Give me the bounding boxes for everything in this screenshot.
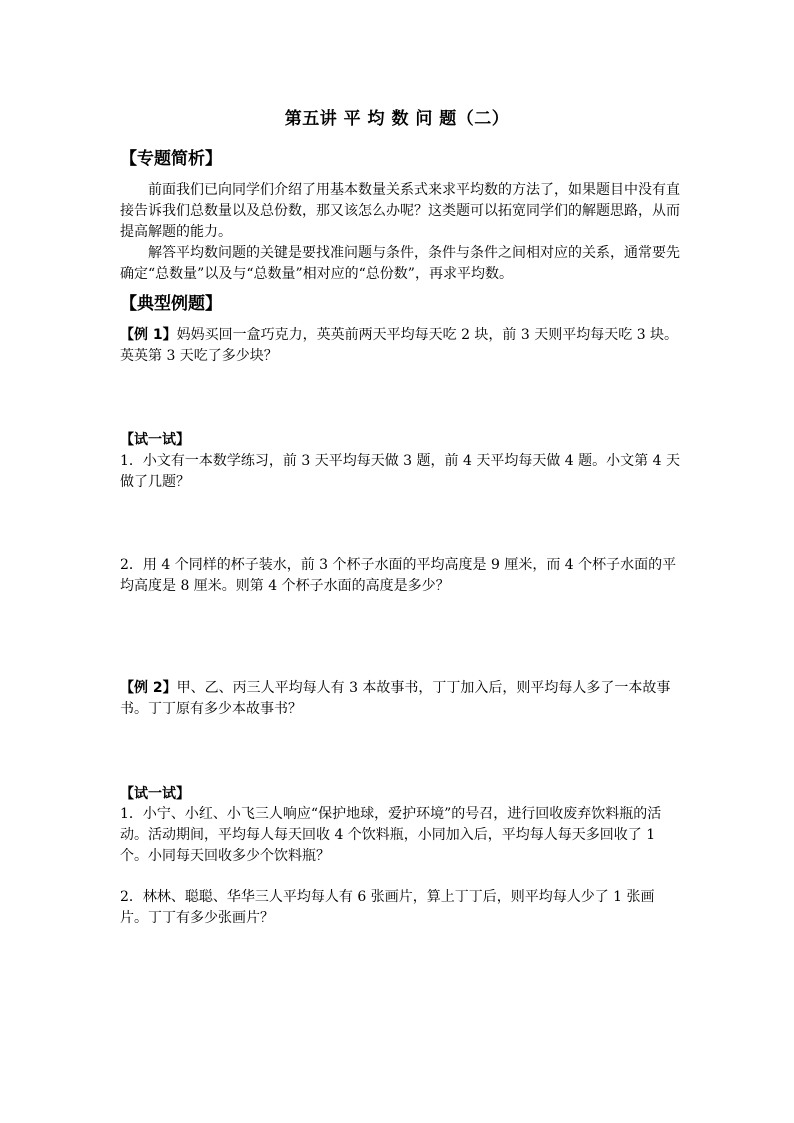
try-1-item-1: 1．小文有一本数学练习，前 3 天平均每天做 3 题，前 4 天平均每天做 4 题。小文第 4 天做了几题？ (120, 453, 680, 490)
intro-paragraph-2: 解答平均数问题的关键是要找准问题与条件，条件与条件之间相对应的关系，通常要先确定“总数量”以及与“总数量”相对应的“总份数”，再求平均数。 (120, 245, 680, 282)
example-2-text: 甲、乙、丙三人平均每人有 3 本故事书，丁丁加入后，则平均每人多了一本故事书。丁丁原有多少本故事书？ (120, 680, 671, 717)
try-1-item-2: 2．用 4 个同样的杯子装水，前 3 个杯子水面的平均高度是 9 厘米，而 4 个杯子水面的平均高度是 8 厘米。则第 4 个杯子水面的高度是多少？ (120, 557, 677, 594)
example-1 (120, 325, 680, 367)
example-1-text: 妈妈买回一盒巧克力，英英前两天平均每天吃 2 块，前 3 天则平均每天吃 3 块。英英第 3 天吃了多少块？ (120, 327, 679, 364)
page-title: 第五讲 平 均 数 问 题（二） (284, 109, 510, 129)
example-1-label: 【例 1】 (120, 327, 177, 343)
example-2 (120, 678, 680, 720)
intro-paragraph-1: 前面我们已向同学们介绍了用基本数量关系式来求平均数的方法了，如果题目中没有直接告诉我们总数量以及总份数，那又该怎么办呢？这类题可以拓宽同学们的解题思路，从而提高解题的能力。 (120, 182, 680, 240)
examples-heading: 【典型例题】 (120, 294, 222, 314)
example-2-label: 【例 2】 (120, 680, 177, 696)
intro-heading: 【专题简析】 (120, 149, 222, 169)
try-2-item-1: 1．小宁、小红、小飞三人响应“保护地球，爱护环境”的号召，进行回收废弃饮料瓶的活动。活动期间，平均每人每天回收 4 个饮料瓶，小同加入后，平均每人每天多回收了 1 个。小同每天回收多少个饮料瓶？ (120, 806, 662, 864)
try-2-heading: 【试一试】 (120, 786, 190, 802)
try-1-heading: 【试一试】 (120, 432, 190, 448)
try-2-item-2: 2．林林、聪聪、华华三人平均每人有 6 张画片，算上丁丁后，则平均每人少了 1 张画片。丁丁有多少张画片？ (120, 889, 655, 926)
